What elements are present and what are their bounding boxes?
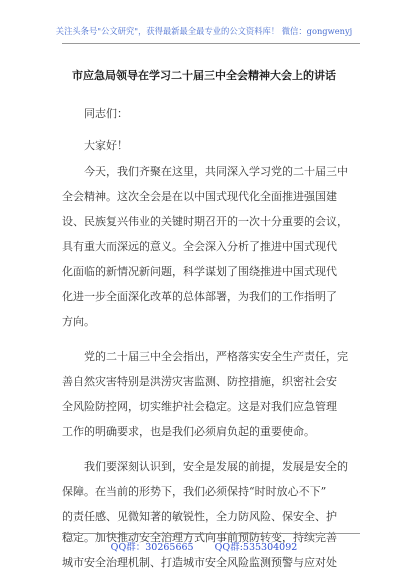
document-title: 市应急局领导在学习二十届三中全会精神大会上的讲话: [72, 69, 336, 82]
body-line: 化面临的新情况新问题，科学谋划了围绕推进中国式现代: [62, 265, 337, 278]
body-line: 同志们：: [84, 107, 128, 120]
body-line: 大家好！: [84, 139, 128, 152]
footer-qq-group-1: QQ群：30265665: [110, 542, 194, 553]
footer: [0, 539, 408, 553]
body-line: 方向。: [62, 315, 95, 328]
body-line: 城市安全治理机制、打造城市安全风险监测预警与应对处: [62, 556, 337, 569]
body-line: 我们要深刻认识到，安全是发展的前提，发展是安全的: [84, 460, 348, 473]
body-line: 的责任感、见微知著的敏锐性，全力防风险、保安全、护: [62, 510, 337, 523]
body-line: 党的二十届三中全会指出，严格落实安全生产责任，完: [84, 350, 348, 363]
body-line: 今天，我们齐聚在这里，共同深入学习党的二十届三中: [84, 165, 348, 178]
body-line: 善自然灾害特别是洪涝灾害监测、防控措施，织密社会安: [62, 375, 337, 388]
body-line: 设、民族复兴伟业的关键时期召开的一次十分重要的会议，: [62, 215, 348, 228]
body-line: 全风险防控网，切实维护社会稳定。这是对我们应急管理: [62, 400, 337, 413]
header-divider: [62, 43, 360, 44]
body-line: 稳定。加快推动安全治理方式向事前预防转变，持续完善: [62, 531, 337, 544]
footer-divider: [62, 533, 360, 534]
body-line: 具有重大而深远的意义。全会深入分析了推进中国式现代: [62, 240, 337, 253]
body-line: 保障。在当前的形势下，我们必须保持“时时放心不下”: [62, 485, 327, 498]
footer-qq-group-2: QQ群:535304092: [214, 542, 298, 553]
body-line: 工作的明确要求，也是我们必须肩负起的重要使命。: [62, 425, 315, 438]
header-promo-text: 关注头条号"公文研究"，获得最新最全最专业的公文资料库！ 微信：gongwenyj: [55, 26, 353, 36]
body-line: 化进一步全面深化改革的总体部署，为我们的工作指明了: [62, 290, 337, 303]
body-line: 全会精神。这次全会是在以中国式现代化全面推进强国建: [62, 190, 337, 203]
